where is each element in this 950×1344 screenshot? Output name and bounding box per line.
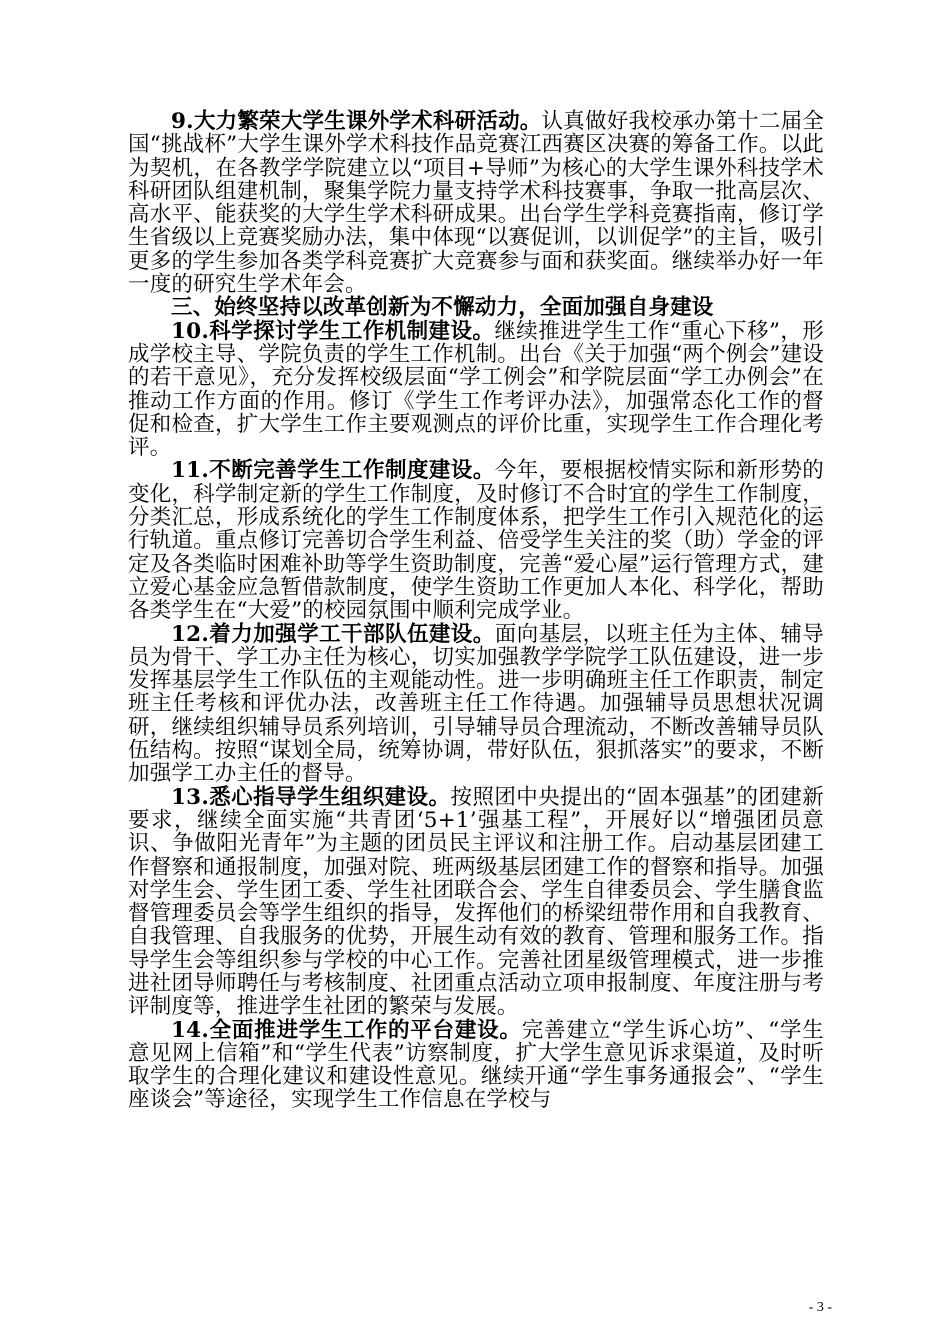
paragraph-14-lead: 14.全面推进学生工作的平台建设。: [171, 1017, 522, 1043]
paragraph-9-text: 认真做好我校承办第十二届全国“挑战杯”大学生课外学术科技作品竞赛江西赛区决赛的筹备工作。以此为契机，在各教学学院建立以“项目+导师”为核心的大学生课外科技学术科研团队组建机制，聚集学院力量支持学术科技赛事，争取一批高层次、高水平、能获奖的大学生学术科研成果。出台学生学科竞赛指南，修订学生省级以上竞赛奖励办法，集中体现“以赛促训，以训促学”的主旨，吸引更多的学生参加各类学科竞赛扩大竞赛参与面和获奖面。继续举办好一年一度的研究生学术年会。: [128, 109, 824, 298]
paragraph-11: [128, 459, 824, 622]
paragraph-14-text: 完善建立“学生诉心坊”、“学生意见网上信箱”和“学生代表”访察制度，扩大学生意见诉求渠道，及时听取学生的合理化建议和建设性意见。继续开通“学生事务通报会”、“学生座谈会”等途径，实现学生工作信息在学校与: [128, 1017, 824, 1113]
paragraph-9: [128, 110, 824, 296]
paragraph-11-lead: 11.不断完善学生工作制度建设。: [171, 458, 495, 484]
section-heading-3: 三、始终坚持以改革创新为不懈动力，全面加强自身建设: [171, 295, 714, 321]
paragraph-10-lead: 10.科学探讨学生工作机制建设。: [171, 318, 495, 344]
paragraph-10-text: 继续推进学生工作“重心下移”，形成学校主导、学院负责的学生工作机制。出台《关于加强“两个例会”建设的若干意见》，充分发挥校级层面“学工例会”和学院层面“学工办例会”在推动工作方面的作用。修订《学生工作考评办法》，加强常态化工作的督促和检查，扩大学生工作主要观测点的评价比重，实现学生工作合理化考评。: [128, 318, 824, 461]
paragraph-13-lead: 13.悉心指导学生组织建设。: [171, 784, 451, 810]
paragraph-12-text: 面向基层，以班主任为主体、辅导员为骨干、学工办主任为核心，切实加强教学学院学工队伍建设，进一步发挥基层学生工作队伍的主观能动性。进一步明确班主任工作职责，制定班主任考核和评优办法，改善班主任工作待遇。加强辅导员思想状况调研，继续组织辅导员系列培训，引导辅导员合理流动，不断改善辅导员队伍结构。按照“谋划全局，统筹协调，带好队伍，狠抓落实”的要求，不断加强学工办主任的督导。: [128, 621, 824, 787]
paragraph-13-text: 按照团中央提出的“固本强基”的团建新要求，继续全面实施“共青团‘5+1’强基工程”，开展好以“增强团员意识、争做阳光青年”为主题的团员民主评议和注册工作。启动基层团建工作督察和通报制度，加强对院、班两级基层团建工作的督察和指导。加强对学生会、学生团工委、学生社团联合会、学生自律委员会、学生膳食监督管理委员会等学生组织的指导，发挥他们的桥梁纽带作用和自我教育、自我管理、自我服务的优势，开展生动有效的教育、管理和服务工作。指导学生会等组织参与学校的中心工作。完善社团星级管理模式，进一步推进社团导师聘任与考核制度、社团重点活动立项申报制度、年度注册与考评制度等，推进学生社团的繁荣与发展。: [128, 784, 824, 1020]
paragraph-12-lead: 12.着力加强学工干部队伍建设。: [171, 621, 495, 647]
paragraph-13: [128, 786, 824, 1019]
paragraph-14: [128, 1019, 824, 1112]
page-number: - 3 -: [808, 1300, 832, 1315]
paragraph-12: [128, 623, 824, 786]
paragraph-10: [128, 320, 824, 460]
paragraph-11-text: 今年，要根据校情实际和新形势的变化，科学制定新的学生工作制度，及时修订不合时宜的学生工作制度，分类汇总，形成系统化的学生工作制度体系，把学生工作引入规范化的运行轨道。重点修订完善切合学生利益、倍受学生关注的奖（助）学金的评定及各类临时困难补助等学生资助制度，完善“爱心屋”运行管理方式，建立爱心基金应急暂借款制度，使学生资助工作更加人本化、科学化，帮助各类学生在“大爱”的校园氛围中顺利完成学业。: [128, 458, 824, 624]
paragraph-9-lead: 9.大力繁荣大学生课外学术科研活动。: [171, 109, 542, 134]
document-body: [128, 110, 824, 1112]
